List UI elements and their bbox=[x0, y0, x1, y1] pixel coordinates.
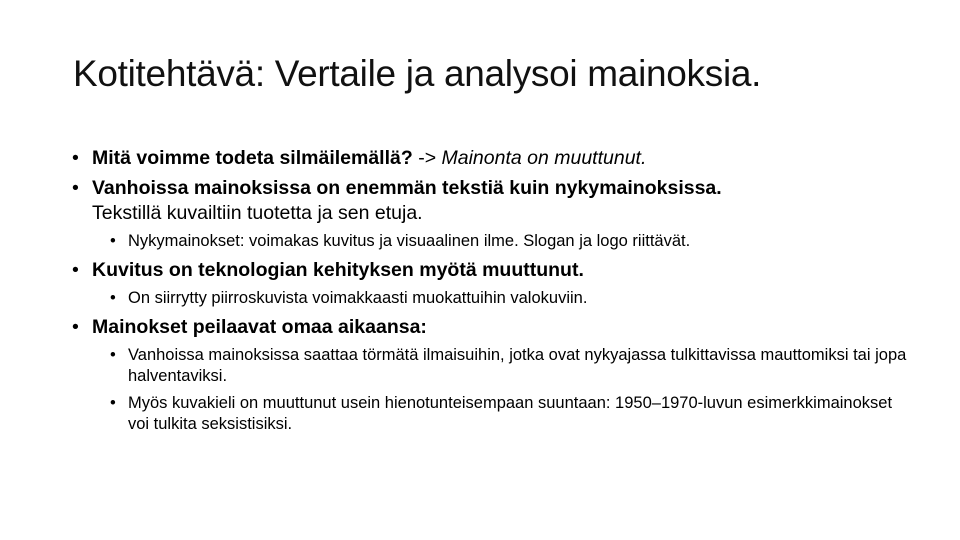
bullet-item-bold-text: Mainokset peilaavat omaa aikaansa: bbox=[92, 316, 427, 338]
bullet-item-text: -> bbox=[412, 147, 442, 169]
sub-bullet-text: On siirrytty piirroskuvista voimakkaasti muokattuihin valokuviin. bbox=[128, 289, 588, 307]
bullet-icon: • bbox=[72, 316, 79, 338]
bullet-icon: • bbox=[72, 177, 79, 199]
bullet-icon: • bbox=[110, 232, 116, 250]
slide-content bbox=[72, 146, 912, 441]
bullet-item-bold-text: Kuvitus on teknologian kehityksen myötä muuttunut. bbox=[92, 259, 584, 281]
sub-bullet-list bbox=[72, 231, 912, 252]
bullet-item-italic-text: Mainonta on muuttunut. bbox=[441, 147, 647, 169]
bullet-icon: • bbox=[110, 394, 116, 412]
bullet-item-bold-text: Vanhoissa mainoksissa on enemmän tekstiä kuin nykymainoksissa. bbox=[92, 177, 722, 199]
bullet-item-bold-text: Mitä voimme todeta silmäilemällä? bbox=[92, 147, 413, 169]
bullet-item bbox=[72, 146, 912, 171]
sub-bullet-item bbox=[72, 288, 912, 309]
sub-bullet-list bbox=[72, 345, 912, 435]
bullet-icon: • bbox=[72, 259, 79, 281]
bullet-item-text: Tekstillä kuvailtiin tuotetta ja sen etuja. bbox=[92, 202, 423, 224]
bullet-item bbox=[72, 315, 912, 340]
sub-bullet-item bbox=[72, 231, 912, 252]
bullet-item bbox=[72, 176, 912, 226]
sub-bullet-text: Myös kuvakieli on muuttunut usein hienotunteisempaan suuntaan: 1950–1970-luvun esimerkkimainokset voi tulkita seksistisiksi. bbox=[128, 394, 893, 433]
bullet-icon: • bbox=[110, 289, 116, 307]
bullet-icon: • bbox=[110, 346, 116, 364]
sub-bullet-text: Vanhoissa mainoksissa saattaa törmätä ilmaisuihin, jotka ovat nykyajassa tulkittavissa mauttomiksi tai jopa halventaviksi. bbox=[128, 346, 907, 385]
sub-bullet-item bbox=[72, 345, 912, 387]
bullet-item bbox=[72, 258, 912, 283]
sub-bullet-text: Nykymainokset: voimakas kuvitus ja visuaalinen ilme. Slogan ja logo riittävät. bbox=[128, 232, 691, 250]
sub-bullet-list bbox=[72, 288, 912, 309]
bullet-icon: • bbox=[72, 147, 79, 169]
slide-title: Kotitehtävä: Vertaile ja analysoi mainoksia. bbox=[73, 53, 762, 94]
sub-bullet-item bbox=[72, 393, 912, 435]
